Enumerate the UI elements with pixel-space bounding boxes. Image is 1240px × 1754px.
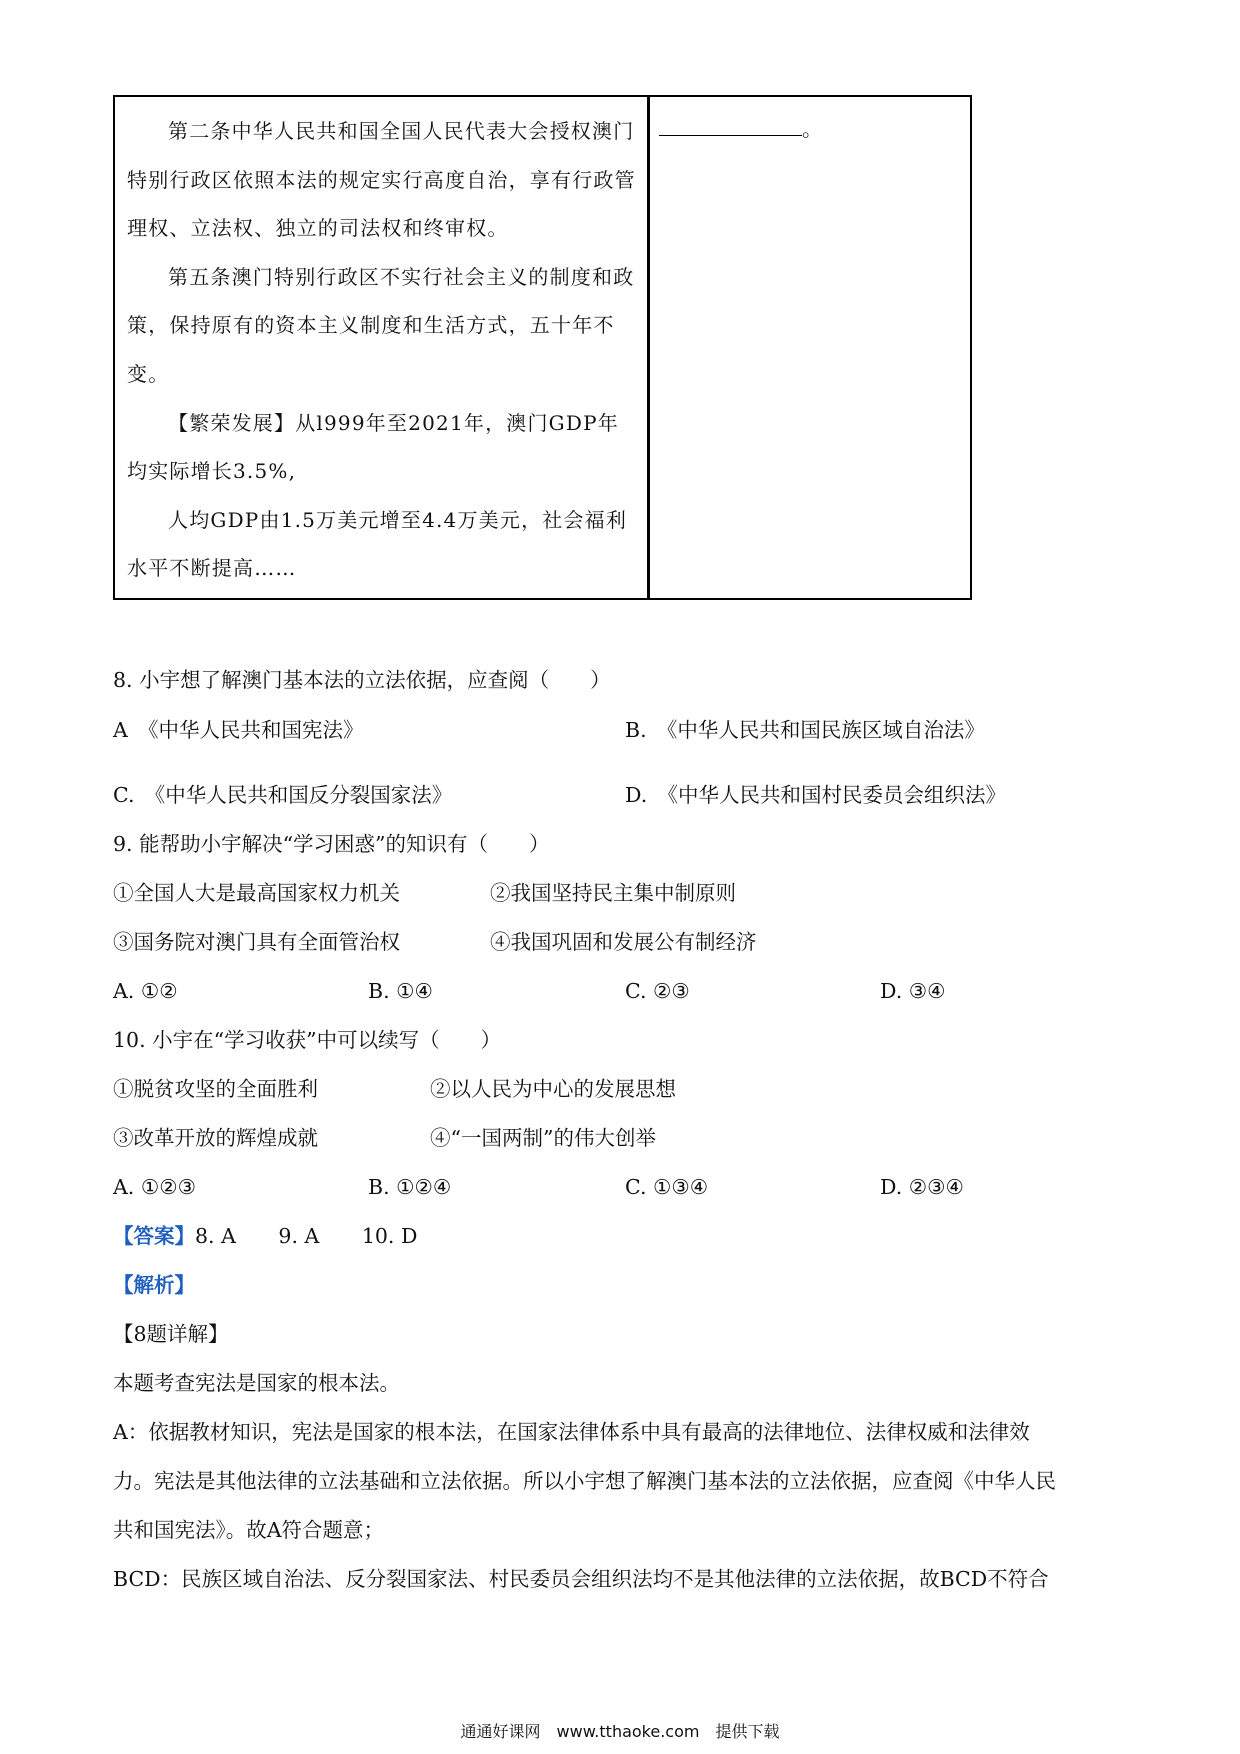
answer-9: 9. A <box>278 1224 320 1248</box>
material-paragraph-gdp: 人均GDP由1.5万美元增至4.4万美元，社会福利水平不断提高…… <box>127 507 628 581</box>
detail-label-q8: 【8题详解】 <box>113 1322 229 1346</box>
table-divider <box>647 97 650 598</box>
material-table <box>113 95 972 600</box>
q9-option-c: C. ②③ <box>625 979 690 1003</box>
q10-item-2: ②以人民为中心的发展思想 <box>430 1077 676 1101</box>
page-footer: 通通好课网 www.tthaoke.com 提供下载 <box>460 1722 780 1741</box>
analysis-label: 【解析】 <box>113 1273 195 1297</box>
analysis-line-2: A：依据教材知识，宪法是国家的根本法，在国家法律体系中具有最高的法律地位、法律权威和法律效 <box>113 1420 1030 1444</box>
q10-item-3: ③改革开放的辉煌成就 <box>113 1126 318 1150</box>
q10-option-d: D. ②③④ <box>880 1175 964 1199</box>
answer-10: 10. D <box>361 1224 418 1248</box>
q8-option-d: D. 《中华人民共和国村民委员会组织法》 <box>625 783 1006 807</box>
q10-option-b: B. ①②④ <box>368 1175 452 1199</box>
analysis-line-1: 本题考查宪法是国家的根本法。 <box>113 1371 400 1395</box>
answer-line <box>113 1221 417 1251</box>
q8-option-a: A 《中华人民共和国宪法》 <box>113 718 364 742</box>
fill-blank-line <box>659 109 802 136</box>
q9-stem: 9. 能帮助小宇解决“学习困惑”的知识有（ ） <box>113 832 550 856</box>
q9-item-2: ②我国坚持民主集中制原则 <box>490 881 736 905</box>
q10-stem: 10. 小宇在“学习收获”中可以续写（ ） <box>113 1028 502 1052</box>
q9-item-3: ③国务院对澳门具有全面管治权 <box>113 930 400 954</box>
q9-option-d: D. ③④ <box>880 979 946 1003</box>
q9-item-4: ④我国巩固和发展公有制经济 <box>490 930 757 954</box>
material-text-cell <box>127 107 639 593</box>
material-paragraph-article-2: 第二条中华人民共和国全国人民代表大会授权澳门特别行政区依照本法的规定实行高度自治，享有行政管理权、立法权、独立的司法权和终审权。 <box>127 119 636 241</box>
q10-option-a: A. ①②③ <box>113 1175 196 1199</box>
q9-option-b: B. ①④ <box>368 979 433 1003</box>
q10-item-4: ④“一国两制”的伟大创举 <box>430 1126 656 1150</box>
material-paragraph-prosperity: 【繁荣发展】从l999年至2021年，澳门GDP年均实际增长3.5%, <box>127 410 619 484</box>
q9-item-1: ①全国人大是最高国家权力机关 <box>113 881 400 905</box>
q10-item-1: ①脱贫攻坚的全面胜利 <box>113 1077 318 1101</box>
analysis-line-5: BCD：民族区域自治法、反分裂国家法、村民委员会组织法均不是其他法律的立法依据，故BCD不符合 <box>113 1567 1049 1591</box>
q8-option-b: B. 《中华人民共和国民族区域自治法》 <box>625 718 985 742</box>
material-paragraph-article-5: 第五条澳门特别行政区不实行社会主义的制度和政策，保持原有的资本主义制度和生活方式，五十年不变。 <box>127 264 635 386</box>
answer-label: 【答案】 <box>113 1224 195 1248</box>
analysis-line-4: 共和国宪法》。故A符合题意； <box>113 1518 385 1542</box>
q9-option-a: A. ①② <box>113 979 178 1003</box>
blank-suffix: 。 <box>802 117 822 141</box>
q8-option-c: C. 《中华人民共和国反分裂国家法》 <box>113 783 453 807</box>
answer-8: 8. A <box>195 1224 236 1248</box>
answer-blank-cell <box>659 109 822 147</box>
q8-stem: 8. 小宇想了解澳门基本法的立法依据，应查阅（ ） <box>113 668 611 692</box>
analysis-line-3: 力。宪法是其他法律的立法基础和立法依据。所以小宇想了解澳门基本法的立法依据，应查阅《中华人民 <box>113 1469 1056 1493</box>
q10-option-c: C. ①③④ <box>625 1175 709 1199</box>
